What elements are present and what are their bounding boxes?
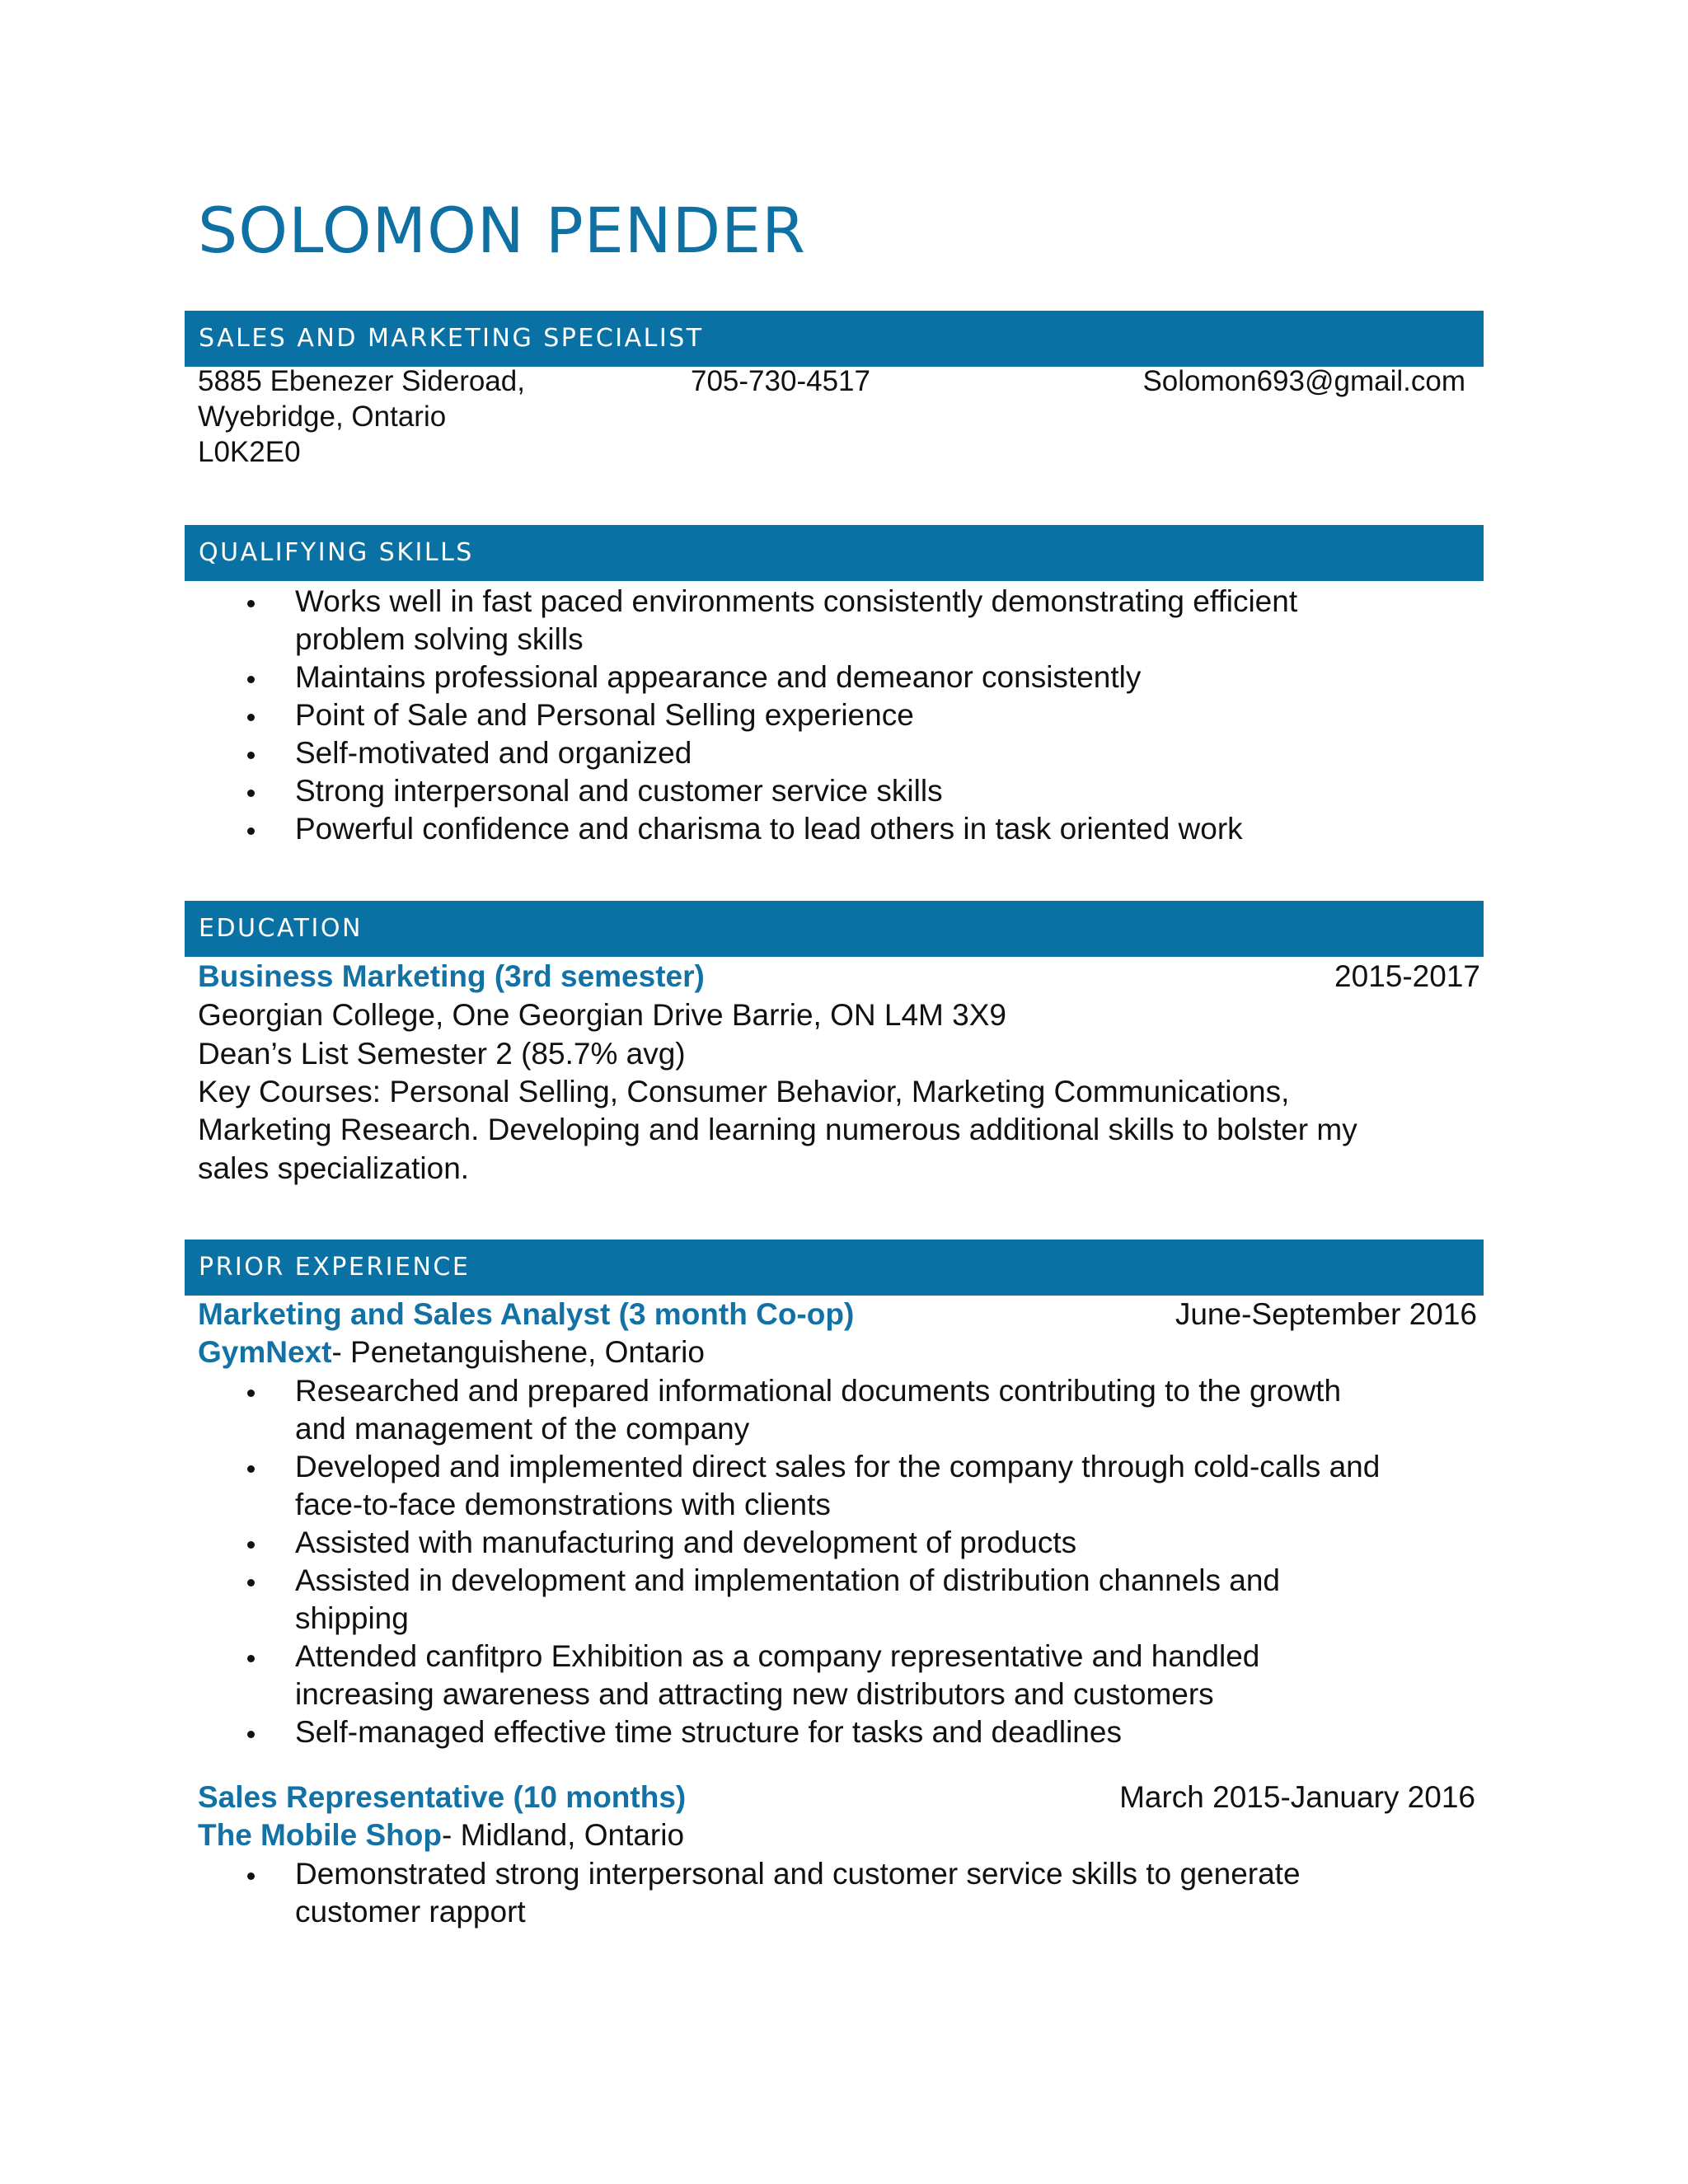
email-address: Solomon693@gmail.com [1142,365,1465,397]
bullet-icon [247,1541,255,1549]
address-line-1: 5885 Ebenezer Sideroad, [198,365,525,397]
education-years: 2015-2017 [1334,959,1480,993]
list-item: Attended canfitpro Exhibition as a company representative and handled increasing awareness and attracting new distributors and customers [0,1638,1380,1713]
job-title: Sales Representative (10 months) [198,1780,687,1814]
list-item: Demonstrated strong interpersonal and customer service skills to generate customer rapport [0,1855,1301,1931]
list-item: Maintains professional appearance and demeanor consistently [0,658,1297,696]
address-line-3: L0K2E0 [198,436,301,468]
list-item: Assisted with manufacturing and development of products [0,1524,1380,1562]
company-name: The Mobile Shop [198,1818,442,1852]
job-dates: June-September 2016 [1175,1297,1477,1331]
list-item: Developed and implemented direct sales for the company through cold-calls and face-to-face demonstrations with clients [0,1448,1380,1524]
candidate-name: SOLOMON PENDER [198,194,806,267]
bullet-icon [247,676,255,683]
address-line-2: Wyebridge, Ontario [198,401,447,433]
education-honors: Dean’s List Semester 2 (85.7% avg) [198,1037,686,1071]
bullet-icon [247,1731,255,1738]
bullet-icon [247,600,255,607]
bullet-icon [247,752,255,759]
list-item: Assisted in development and implementation of distribution channels and shipping [0,1562,1380,1638]
education-program: Business Marketing (3rd semester) [198,959,705,993]
bullet-icon [247,714,255,721]
skills-section-header: QUALIFYING SKILLS [185,525,1484,581]
bullet-icon [247,1655,255,1662]
list-item: Works well in fast paced environments consistently demonstrating efficient problem solving skills [0,583,1297,658]
bullet-icon [247,1579,255,1586]
job-dates: March 2015-January 2016 [1119,1780,1475,1814]
education-courses-line-3: sales specialization. [198,1151,470,1185]
skills-list [0,583,1297,848]
bullet-icon [247,1390,255,1397]
job-duties-list [0,1372,1380,1751]
job-duties-list [0,1855,1301,1931]
list-item: Strong interpersonal and customer service skills [0,772,1297,810]
bullet-icon [247,790,255,797]
education-section-header: EDUCATION [185,901,1484,957]
education-courses-line-2: Marketing Research. Developing and learning numerous additional skills to bolster my [198,1113,1357,1146]
company-name: GymNext [198,1335,332,1369]
education-school: Georgian College, One Georgian Drive Barrie, ON L4M 3X9 [198,998,1006,1032]
list-item: Powerful confidence and charisma to lead others in task oriented work [0,810,1297,848]
company-location: - Midland, Ontario [441,1818,685,1852]
list-item: Self-motivated and organized [0,734,1297,772]
job-title: Marketing and Sales Analyst (3 month Co-op) [198,1297,855,1331]
bullet-icon [247,1465,255,1473]
list-item: Point of Sale and Personal Selling experience [0,696,1297,734]
education-courses-line-1: Key Courses: Personal Selling, Consumer Behavior, Marketing Communications, [198,1075,1290,1108]
list-item: Researched and prepared informational documents contributing to the growth and management of the company [0,1372,1380,1448]
company-location: - Penetanguishene, Ontario [331,1335,705,1369]
job-employer [198,1333,705,1371]
bullet-icon [247,827,255,835]
list-item: Self-managed effective time structure for tasks and deadlines [0,1713,1380,1751]
experience-section-header: PRIOR EXPERIENCE [185,1240,1484,1296]
bullet-icon [247,1872,255,1880]
phone-number: 705-730-4517 [691,365,870,397]
job-title-bar: SALES AND MARKETING SPECIALIST [185,311,1484,367]
job-employer [198,1816,684,1854]
